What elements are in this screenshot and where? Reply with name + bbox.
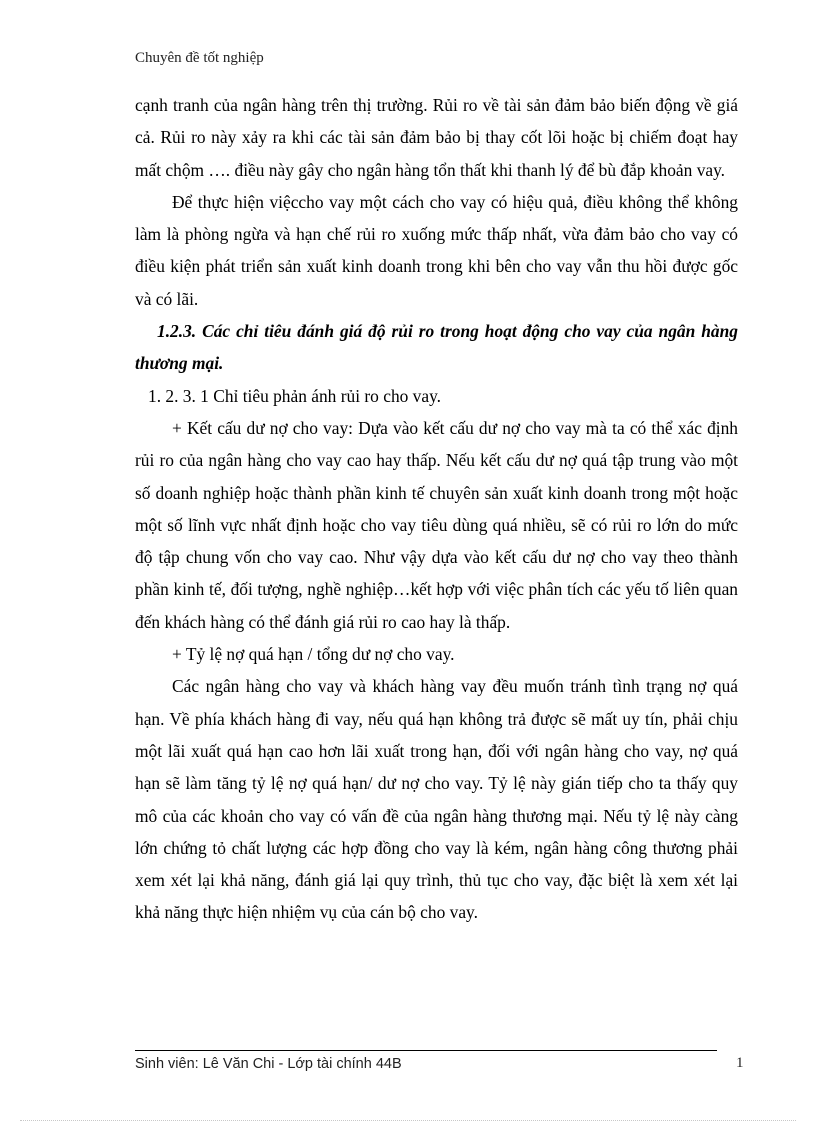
paragraph-loan-structure: + Kết cấu dư nợ cho vay: Dựa vào kết cấu dư nợ cho vay mà ta có thể xác định rủi ro của ngân hàng cho vay cao hay thấp. Nếu kết cấu dư nợ quá tập trung vào một số doanh nghiệp hoặc thành phần kinh tế chuyên sản xuất kinh doanh trong một hoặc một số lĩnh vực nhất định hoặc cho vay tiêu dùng quá nhiều, sẽ có rủi ro lớn do mức độ tập chung vốn cho vay cao. Như vậy dựa vào kết cấu dư nợ cho vay theo thành phần kinh tế, đối tượng, nghề nghiệp…kết hợp với việc phân tích các yếu tố liên quan đến khách hàng có thể đánh giá rủi ro cao hay là thấp. [135,417,738,632]
page-bottom-edge [20,1120,796,1121]
paragraph-overdue-ratio-heading: + Tỷ lệ nợ quá hạn / tổng dư nợ cho vay. [172,644,455,665]
running-header: Chuyên đề tốt nghiệp [135,50,264,66]
paragraph-continued: cạnh tranh của ngân hàng trên thị trường. Rủi ro về tài sản đảm bảo biến động về giá cả. Rủi ro này xảy ra khi các tài sản đảm bảo bị thay cốt lõi hoặc bị chiếm đoạt hay mất chộm …. điều này gây cho ngân hàng tổn thất khi thanh lý để bù đắp khoản vay. [135,95,738,180]
body-text [135,89,738,929]
subsection-heading-1-2-3-1: 1. 2. 3. 1 Chỉ tiêu phản ánh rủi ro cho vay. [148,385,442,406]
footer-divider [135,1050,717,1051]
section-heading-1-2-3: 1.2.3. Các chỉ tiêu đánh giá độ rủi ro trong hoạt động cho vay của ngân hàng thương mại. [135,321,738,374]
paragraph-risk-prevention: Để thực hiện việccho vay một cách cho vay có hiệu quả, điều không thể không làm là phòng ngừa và hạn chế rủi ro xuống mức thấp nhất, vừa đảm bảo cho vay có điều kiện phát triển sản xuất kinh doanh trong khi bên cho vay vẫn thu hồi được gốc và có lãi. [135,191,738,309]
paragraph-overdue-ratio: Các ngân hàng cho vay và khách hàng vay đều muốn tránh tình trạng nợ quá hạn. Về phía khách hàng đi vay, nếu quá hạn không trả được sẽ mất uy tín, phải chịu một lãi xuất quá hạn cao hơn lãi xuất trong hạn, đối với ngân hàng cho vay, nợ quá hạn sẽ làm tăng tỷ lệ nợ quá hạn/ dư nợ cho vay. Tỷ lệ này gián tiếp cho ta thấy quy mô của các khoản cho vay có vấn đề của ngân hàng thương mại. Nếu tỷ lệ này càng lớn chứng tỏ chất lượng các hợp đồng cho vay là kém, ngân hàng công thương phải xem xét lại khả năng, đánh giá lại quy trình, thủ tục cho vay, đặc biệt là xem xét lại khả năng thực hiện nhiệm vụ của cán bộ cho vay. [135,676,738,923]
footer-student-info: Sinh viên: Lê Văn Chi - Lớp tài chính 44B [135,1056,402,1072]
page-number: 1 [736,1055,744,1071]
